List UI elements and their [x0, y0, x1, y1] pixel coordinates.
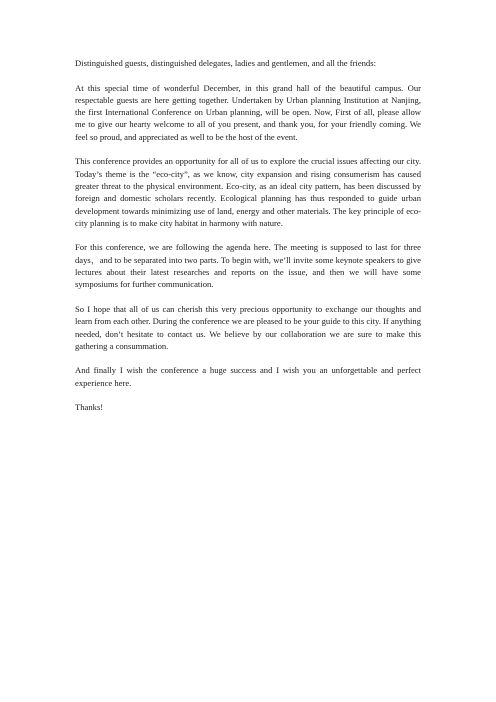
- thanks-paragraph: Thanks!: [75, 402, 104, 413]
- opening-paragraph: At this special time of wonderful December, in this grand hall of the beautiful campus. Our respectable guests are here getting together. Undertaken by Urban planning Institution at Nanjing, the first International Conference on Urban planning, will be open. Now, First of all, please allow me to give our hearty welcome to all of you present, and thank you, for your friendly coming. We feel so proud, and appreciated as well to be the host of the event.: [75, 82, 421, 142]
- document-body: [75, 57, 421, 426]
- theme-paragraph: This conference provides an opportunity for all of us to explore the crucial issues affecting our city. Today’s theme is the “eco-city”, as we know, city expansion and rising consumerism has caused greater threat to the physical environment. Eco-city, as an ideal city pattern, has been discussed by foreign and domestic scholars recently. Ecological planning has thus responded to guide urban development towards minimizing use of land, energy and other materials. The key principle of eco-city planning is to make city habitat in harmony with nature.: [75, 156, 421, 228]
- agenda-paragraph: For this conference, we are following the agenda here. The meeting is supposed to last for three days，and to be separated into two parts. To begin with, we’ll invite some keynote speakers to give lectures about their latest researches and reports on the issue, and then we will have some symposiums for further communication.: [75, 242, 421, 290]
- closing-paragraph: And finally I wish the conference a huge success and I wish you an unforgettable and perfect experience here.: [75, 365, 421, 388]
- salutation-paragraph: Distinguished guests, distinguished delegates, ladies and gentlemen, and all the friends:: [75, 58, 376, 68]
- hope-paragraph: So I hope that all of us can cherish this very precious opportunity to exchange our thoughts and learn from each other. During the conference we are pleased to be your guide to this city. If anything needed, don’t hesitate to contact us. We believe by our collaboration we are sure to make this gathering a consummation.: [75, 303, 421, 351]
